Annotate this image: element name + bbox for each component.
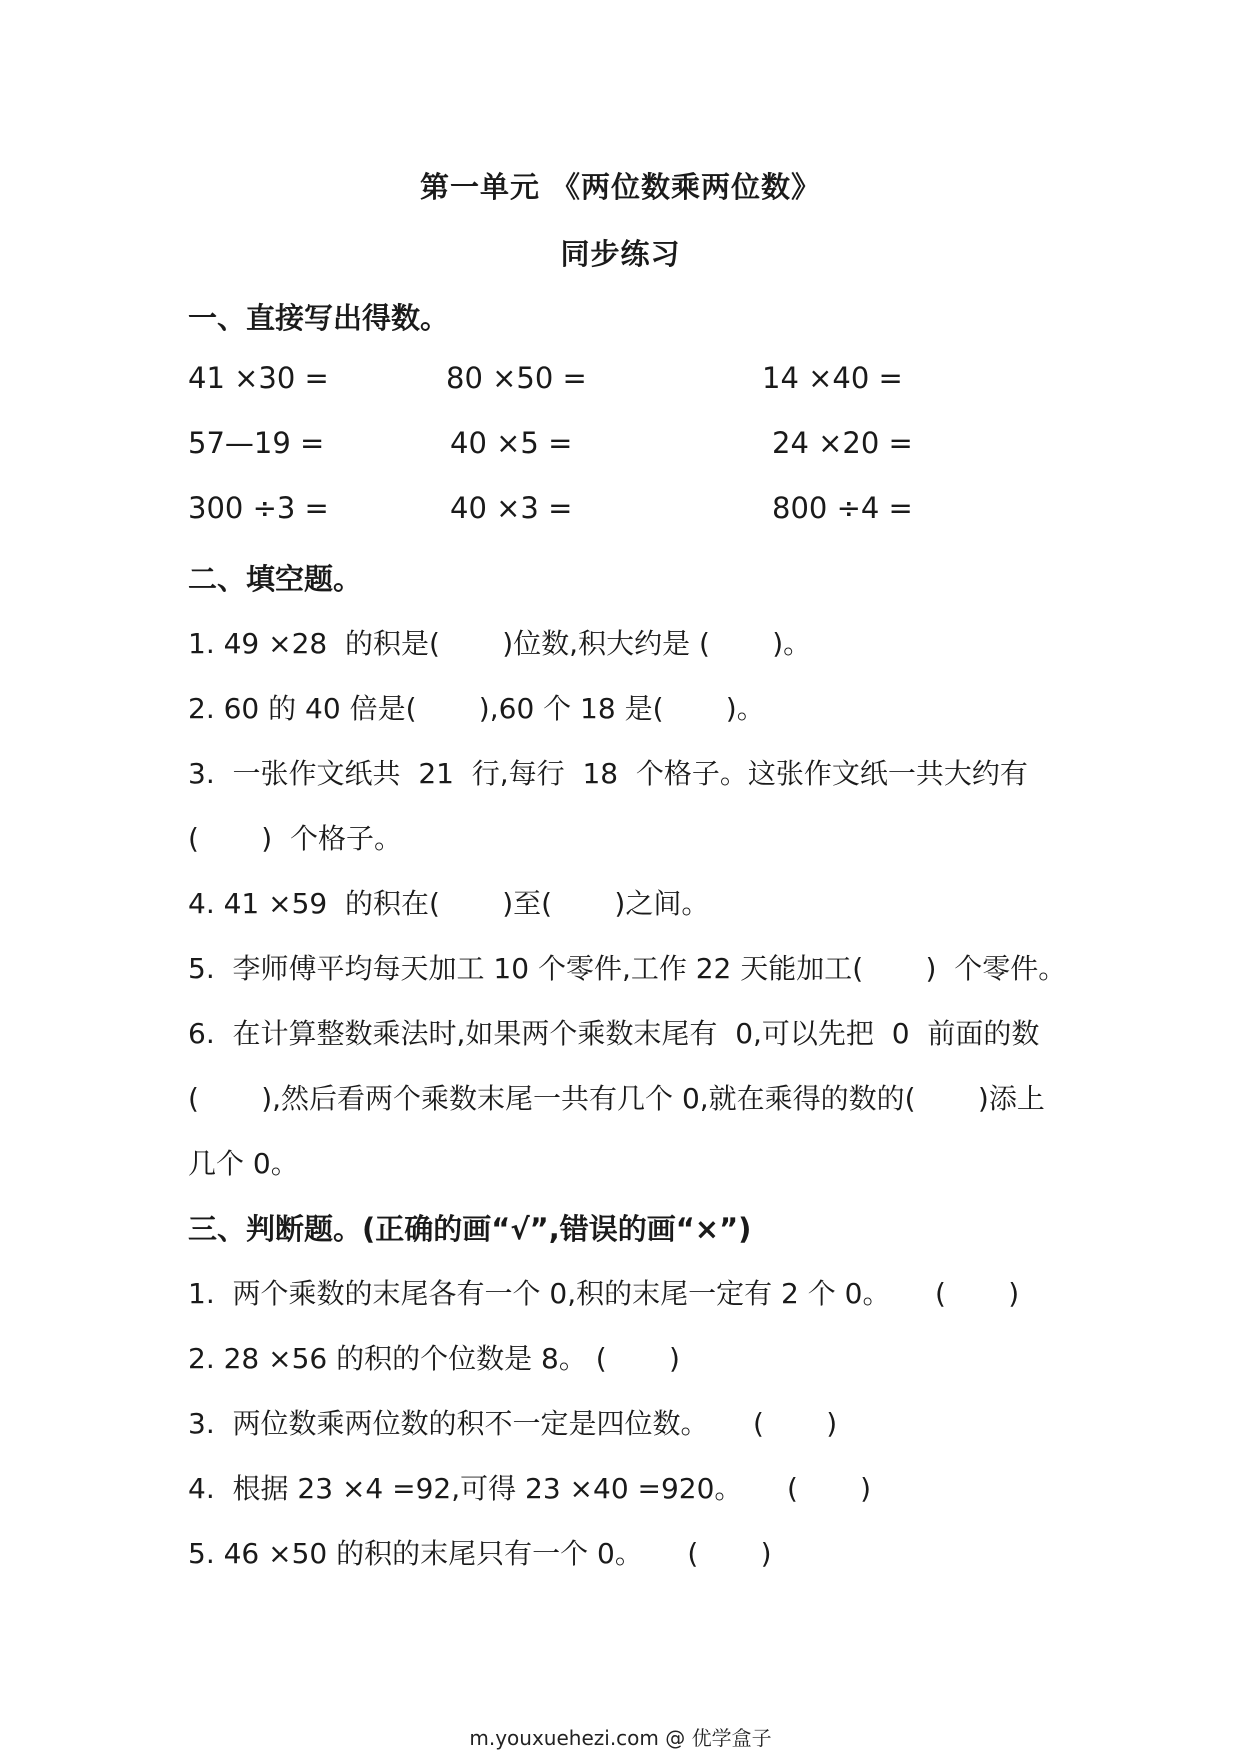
- fill-question-3-cont: ( ) 个格子。: [188, 822, 402, 855]
- judge-question-3: 3. 两位数乘两位数的积不一定是四位数。 ( ): [188, 1407, 838, 1440]
- fill-question-1: 1. 49 ×28 的积是( )位数,积大约是 ( )。: [188, 627, 812, 660]
- calc-item: 14 ×40 =: [762, 361, 903, 395]
- fill-question-6-end: 几个 0。: [188, 1147, 299, 1180]
- judge-question-1: 1. 两个乘数的末尾各有一个 0,积的末尾一定有 2 个 0。 ( ): [188, 1277, 1020, 1310]
- section-3-heading: 三、判断题。(正确的画“√”,错误的画“×”): [188, 1212, 752, 1246]
- calc-item: 80 ×50 =: [446, 361, 587, 395]
- fill-question-2: 2. 60 的 40 倍是( ),60 个 18 是( )。: [188, 692, 765, 725]
- calc-item: 41 ×30 =: [188, 361, 329, 395]
- fill-question-5: 5. 李师傅平均每天加工 10 个零件,工作 22 天能加工( ) 个零件。: [188, 952, 1067, 985]
- calc-item: 40 ×3 =: [450, 491, 573, 525]
- section-1-heading: 一、直接写出得数。: [188, 301, 450, 335]
- section-2-heading: 二、填空题。: [188, 562, 363, 596]
- fill-question-6: 6. 在计算整数乘法时,如果两个乘数末尾有 0,可以先把 0 前面的数: [188, 1017, 1040, 1050]
- fill-question-3: 3. 一张作文纸共 21 行,每行 18 个格子。这张作文纸一共大约有: [188, 757, 1028, 790]
- calc-item: 800 ÷4 =: [772, 491, 913, 525]
- fill-question-6-cont: ( ),然后看两个乘数末尾一共有几个 0,就在乘得的数的( )添上: [188, 1082, 1045, 1115]
- calc-item: 57—19 =: [188, 426, 325, 460]
- judge-question-4: 4. 根据 23 ×4 =92,可得 23 ×40 =920。 ( ): [188, 1472, 872, 1505]
- calc-item: 24 ×20 =: [772, 426, 913, 460]
- fill-question-4: 4. 41 ×59 的积在( )至( )之间。: [188, 887, 710, 920]
- page-subtitle: 同步练习: [560, 237, 681, 271]
- calc-item: 300 ÷3 =: [188, 491, 329, 525]
- page-title: 第一单元 《两位数乘两位数》: [419, 170, 822, 204]
- judge-question-2: 2. 28 ×56 的积的个位数是 8。 ( ): [188, 1342, 680, 1375]
- calc-item: 40 ×5 =: [450, 426, 573, 460]
- footer-watermark: m.youxuehezi.com @ 优学盒子: [469, 1726, 772, 1750]
- judge-question-5: 5. 46 ×50 的积的末尾只有一个 0。 ( ): [188, 1537, 772, 1570]
